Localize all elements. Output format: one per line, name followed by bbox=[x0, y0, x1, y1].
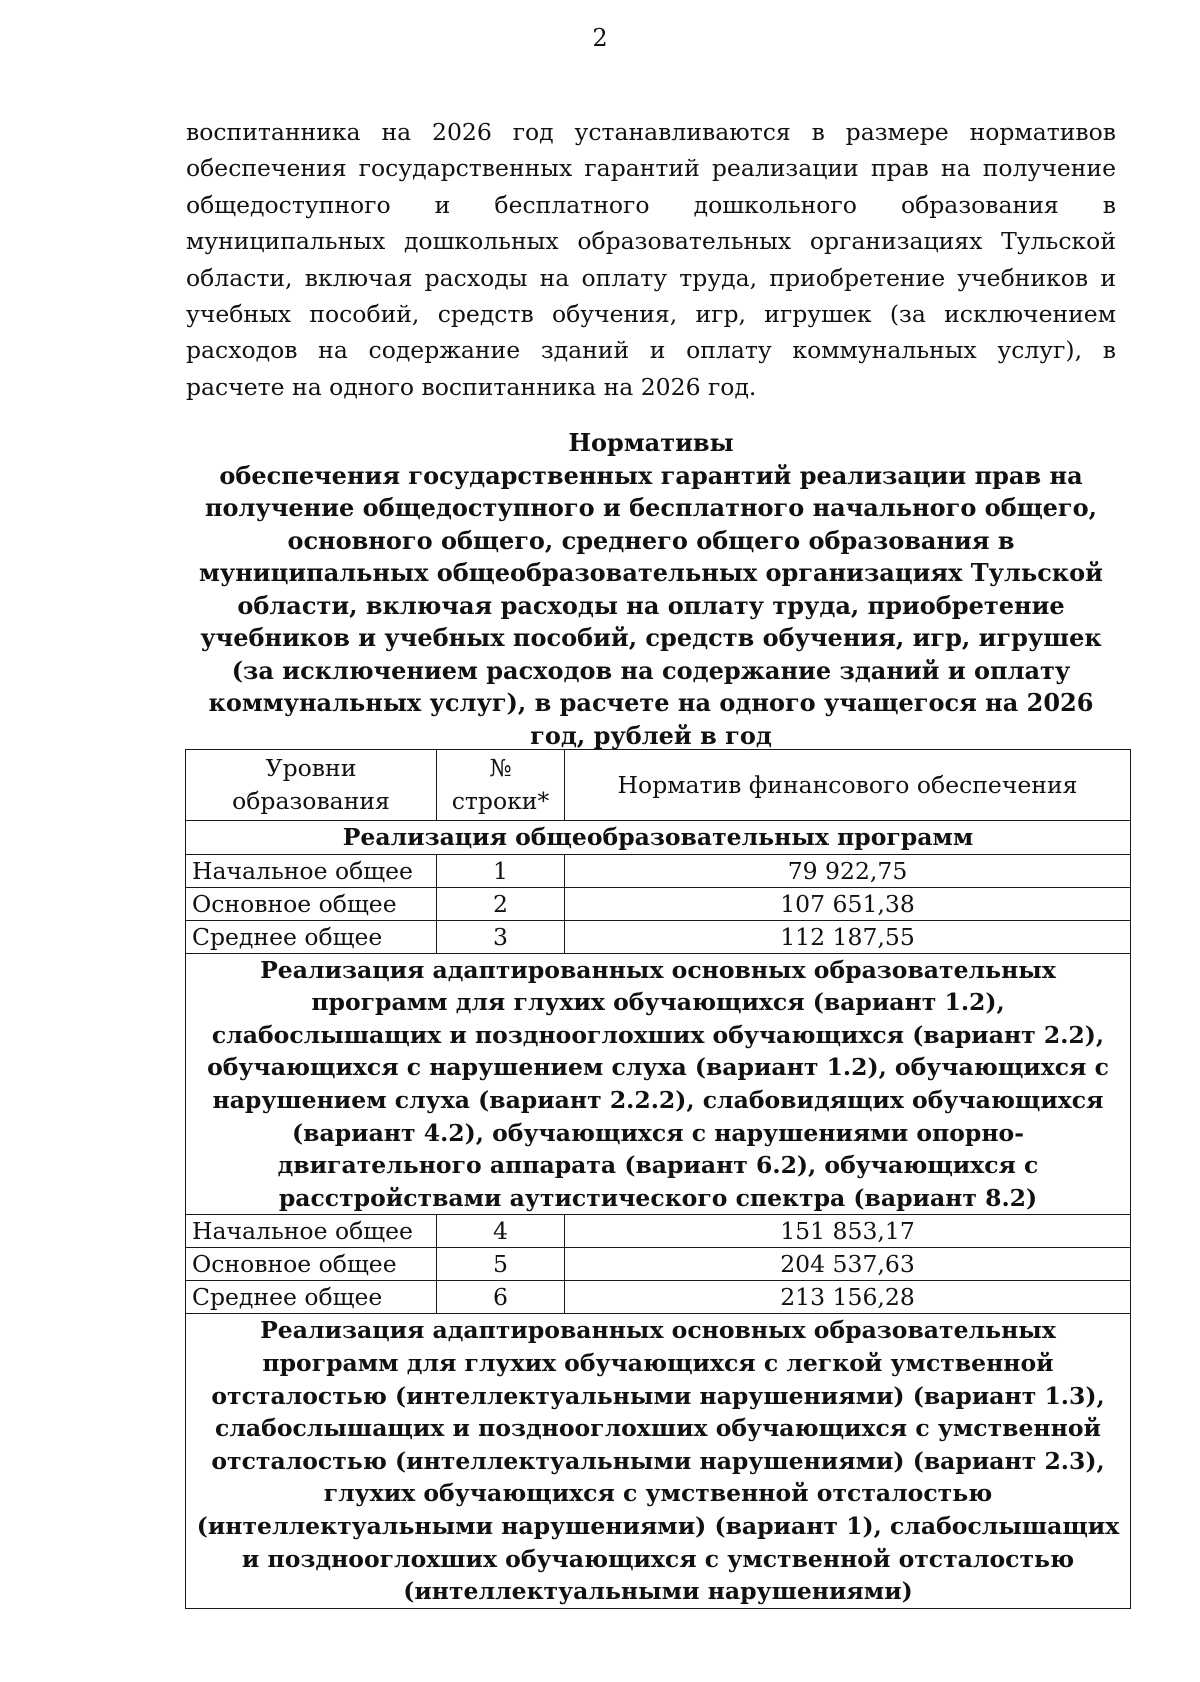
cell-row-number: 5 bbox=[437, 1248, 565, 1281]
document-title bbox=[186, 427, 1116, 752]
title-subtitle: обеспечения государственных гарантий реализации прав на получение общедоступного и бесплатного начального общего, основного общего, среднего общего образования в муниципальных общеобразовательных организациях Тульской области, включая расходы на оплату труда, приобретение учебников и учебных пособий, средств обучения, игр, игрушек (за исключением расходов на содержание зданий и оплату коммунальных услуг), в расчете на одного учащегося на 2026 год, рублей в год bbox=[199, 460, 1103, 750]
header-row-line1: № bbox=[489, 754, 512, 782]
section-row bbox=[186, 1314, 1131, 1608]
cell-level: Начальное общее bbox=[186, 854, 437, 887]
cell-level: Среднее общее bbox=[186, 920, 437, 953]
section-title: Реализация общеобразовательных программ bbox=[186, 821, 1131, 855]
section-title: Реализация адаптированных основных образовательных программ для глухих обучающихся (вариант 1.2), слабослышащих и позднооглохших обучающихся (вариант 2.2), обучающихся с нарушением слуха (вариант 1.2), обучающихся с нарушением слуха (вариант 2.2.2), слабовидящих обучающихся (вариант 4.2), обучающихся с нарушениями опорно-двигательного аппарата (вариант 6.2), обучающихся с расстройствами аутистического спектра (вариант 8.2) bbox=[186, 953, 1131, 1215]
section-title: Реализация адаптированных основных образовательных программ для глухих обучающихся с легкой умственной отсталостью (интеллектуальными нарушениями) (вариант 1.3), слабослышащих и позднооглохших обучающихся с умственной отсталостью (интеллектуальными нарушениями) (вариант 2.3), глухих обучающихся с умственной отсталостью (интеллектуальными нарушениями) (вариант 1), слабослышащих и позднооглохших обучающихся с умственной отсталостью (интеллектуальными нарушениями) bbox=[186, 1314, 1131, 1608]
cell-row-number: 6 bbox=[437, 1281, 565, 1314]
cell-row-number: 3 bbox=[437, 920, 565, 953]
table-row bbox=[186, 1281, 1131, 1314]
cell-norm-value: 151 853,17 bbox=[565, 1215, 1131, 1248]
header-row-line2: строки* bbox=[451, 787, 550, 815]
cell-level: Основное общее bbox=[186, 887, 437, 920]
page-number: 2 bbox=[592, 24, 608, 52]
header-norm: Норматив финансового обеспечения bbox=[565, 750, 1131, 821]
table-row bbox=[186, 1248, 1131, 1281]
norms-table bbox=[185, 749, 1131, 1609]
cell-norm-value: 107 651,38 bbox=[565, 887, 1131, 920]
cell-row-number: 2 bbox=[437, 887, 565, 920]
header-row-number bbox=[437, 750, 565, 821]
cell-norm-value: 213 156,28 bbox=[565, 1281, 1131, 1314]
table-row bbox=[186, 920, 1131, 953]
header-level-line1: Уровни bbox=[265, 754, 357, 782]
cell-row-number: 4 bbox=[437, 1215, 565, 1248]
cell-level: Начальное общее bbox=[186, 1215, 437, 1248]
table-row bbox=[186, 887, 1131, 920]
cell-norm-value: 204 537,63 bbox=[565, 1248, 1131, 1281]
table-row bbox=[186, 854, 1131, 887]
table-row bbox=[186, 1215, 1131, 1248]
table-header-row bbox=[186, 750, 1131, 821]
cell-level: Среднее общее bbox=[186, 1281, 437, 1314]
cell-row-number: 1 bbox=[437, 854, 565, 887]
cell-norm-value: 79 922,75 bbox=[565, 854, 1131, 887]
cell-level: Основное общее bbox=[186, 1248, 437, 1281]
intro-paragraph: воспитанника на 2026 год устанавливаются в размере нормативов обеспечения государственных гарантий реализации прав на получение общедоступного и бесплатного дошкольного образования в муниципальных дошкольных образовательных организациях Тульской области, включая расходы на оплату труда, приобретение учебников и учебных пособий, средств обучения, игр, игрушек (за исключением расходов на содержание зданий и оплату коммунальных услуг), в расчете на одного воспитанника на 2026 год. bbox=[186, 118, 1116, 401]
header-level-line2: образования bbox=[232, 787, 390, 815]
section-row bbox=[186, 953, 1131, 1215]
header-education-level bbox=[186, 750, 437, 821]
title-heading: Нормативы bbox=[568, 428, 734, 457]
cell-norm-value: 112 187,55 bbox=[565, 920, 1131, 953]
section-row bbox=[186, 821, 1131, 855]
